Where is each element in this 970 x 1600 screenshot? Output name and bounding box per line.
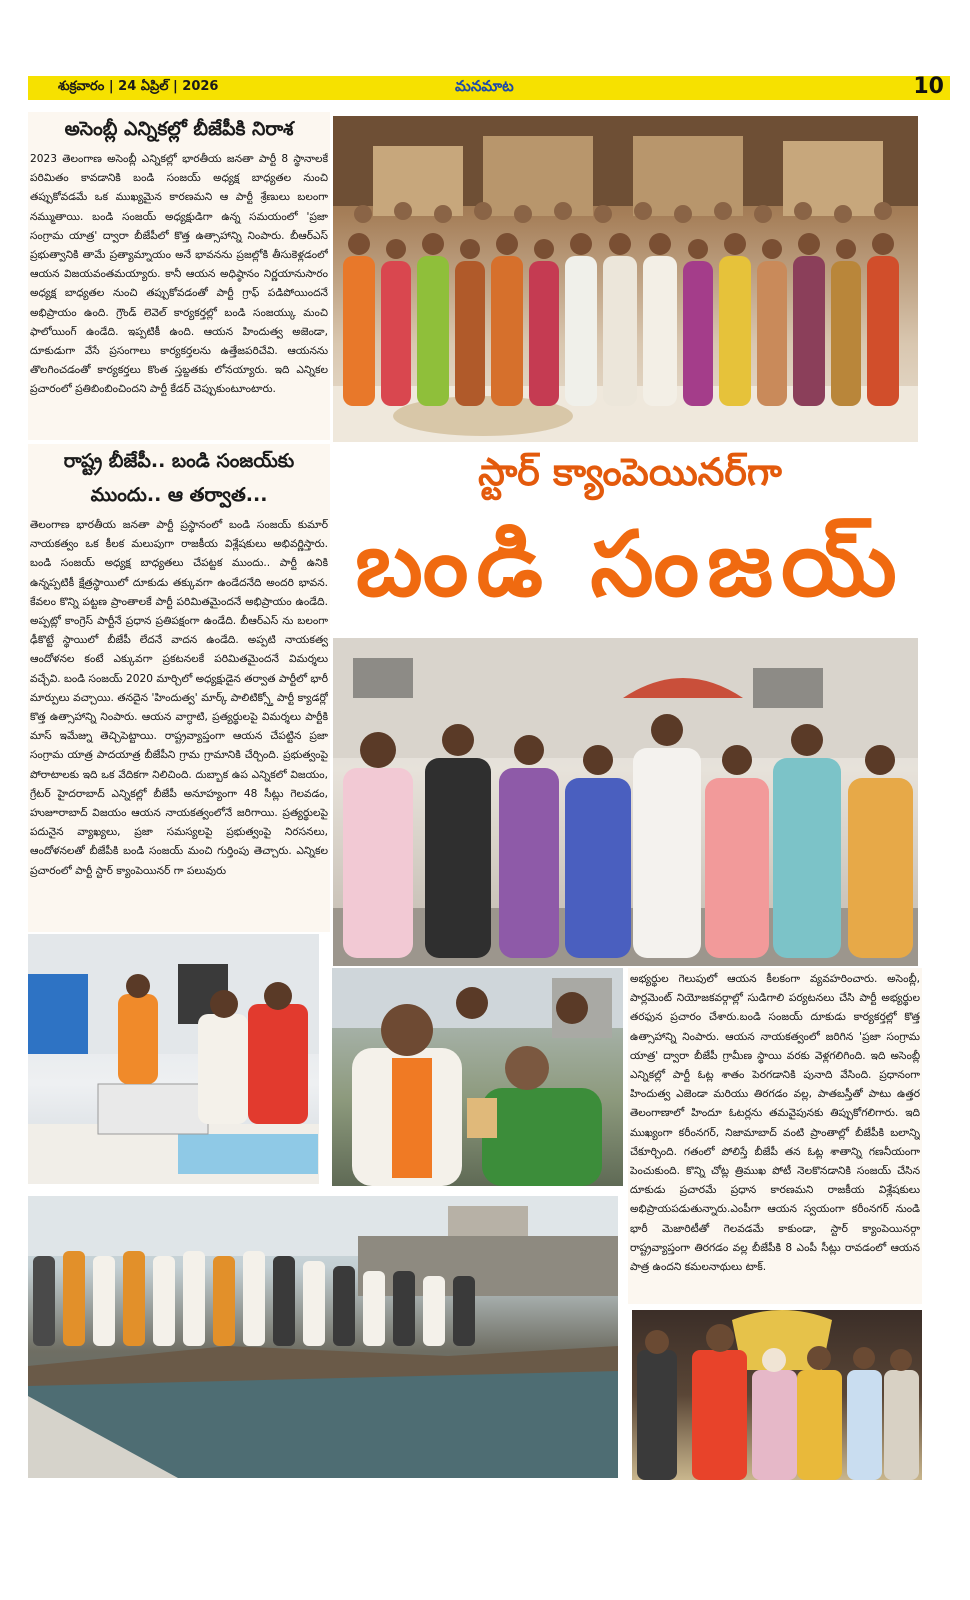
sewing-machine-photo bbox=[28, 934, 319, 1184]
article2-body: తెలంగాణ భారతీయ జనతా పార్టీ ప్రస్థానంలో బండి సంజయ్ కుమార్ నాయకత్వం ఒక కీలక మలుపుగా రాజకీయ విశ్లేషకులు అభివర్ణిస్తారు. బండి సంజయ్ అధ్యక్ష బాధ్యతలు చేపట్టక ముందు.. పార్టీ ఉనికి ఉన్నప్పటికీ క్షేత్రస్థాయిలో దూకుడు తక్కువగా ఉండేదనేది అందరి భావన. కేవలం కొన్ని పట్టణ ప్రాంతాలకే పార్టీ పరిమితమైందనే అభిప్రాయం ఉండేది. అప్పట్లో కాంగ్రెస్ పార్టీనే ప్రధాన ప్రతిపక్షంగా ఉండేది. బీఆర్ఎస్ ను బలంగా ఢీకొట్టే స్థాయిలో బీజేపీ లేదనే వాదన ఉండేది. అప్పటి నాయకత్వ ఆందోళనల కంటే ఎక్కువగా ప్రకటనలకే పరిమితమైందనే విమర్శలు వచ్చేవి. బండి సంజయ్ 2020 మార్చిలో అధ్యక్షుడైన తర్వాత పార్టీలో భారీ మార్పులు వచ్చాయి. తనదైన 'హిందుత్వ' మార్క్ పాలిటిక్స్తో పార్టీ క్యాడర్లో కొత్త ఉత్సాహాన్ని నింపారు. ఆయన వాగ్ధాటి, ప్రత్యర్థులపై విమర్శలు పార్టీకి మాస్ ఇమేజ్ను తెచ్చిపెట్టాయి. రాష్ట్రవ్యాప్తంగా ఆయన చేపట్టిన ప్రజా సంగ్రామ యాత్ర పాదయాత్ర బీజేపీని గ్రామ గ్రామానికి చేర్చింది. ప్రభుత్వంపై పోరాటాలకు ఇది ఒక వేదికగా నిలిచింది. దుబ్బాక ఉప ఎన్నికలో విజయం, గ్రేటర్ హైదరాబాద్ ఎన్నికల్లో బీజేపీ అనూహ్యంగా 48 సీట్లు గెలవడం, హుజూరాబాద్ విజయం ఆయన నాయకత్వంలోనే జరిగాయి. ప్రత్యర్థులపై పదునైన వ్యాఖ్యలు, ప్రజా సమస్యలపై ప్రభుత్వంపై నిరసనలు, ఆందోళనలతో బీజేపీకి బండి సంజయ్ మంచి గుర్తింపు తెచ్చారు. ఎన్నికల ప్రచారంలో పార్టీ స్టార్ క్యాంపెయినర్ గా పలువురు bbox=[30, 519, 328, 877]
newspaper-brand: మనమాట bbox=[455, 77, 514, 95]
group-photo-top bbox=[333, 116, 918, 442]
canal-inspection-photo bbox=[28, 1196, 618, 1478]
page-header-strip bbox=[28, 76, 950, 100]
temple-family-photo bbox=[632, 1310, 922, 1480]
article1-body: 2023 తెలంగాణ అసెంబ్లీ ఎన్నికల్లో భారతీయ జనతా పార్టీ 8 స్థానాలకే పరిమితం కావడానికి బండి సంజయ్ అధ్యక్ష బాధ్యతల నుంచి తప్పుకోవడమే ఒక ముఖ్యమైన కారణమని ఆ పార్టీ శ్రేణులు బలంగా నమ్ముతాయి. బండి సంజయ్ అధ్యక్షుడిగా ఉన్న సమయంలో 'ప్రజా సంగ్రామ యాత్ర' ద్వారా బీజేపీలో కొత్త ఉత్సాహాన్ని నింపారు. బీఆర్ఎస్ ప్రభుత్వానికి తామే ప్రత్యామ్నాయం అనే భావనను ప్రజల్లోకి తీసుకెళ్లడంలో ఆయన విజయవంతమయ్యారు. కానీ ఆయన అధిష్ఠానం నిర్ణయానుసారం అధ్యక్ష బాధ్యతల నుంచి తప్పుకోవడంతో పార్టీ గ్రాఫ్ పడిపోయిందనే అభిప్రాయం ఉంది. గ్రౌండ్ లెవెల్ కార్యకర్తల్లో బండి సంజయ్కు మంచి ఫాలోయింగ్ ఉండేది. ఇప్పటికీ ఉంది. ఆయన హిందుత్వ అజెండా, దూకుడుగా వేసే ప్రసంగాలు కార్యకర్తలను ఉత్తేజపరిచేవి. ఆయనను తొలగించడంతో కార్యకర్తలు కొంత స్తబ్దతకు లోనయ్యారు. ఇది ఎన్నికల ప్రచారంలో ప్రతిబింబించిందని పార్టీ కేడర్ చెప్పుకుంటూంటారు. bbox=[30, 153, 328, 396]
blessing-photo bbox=[332, 968, 623, 1186]
canal-photo-scene bbox=[28, 1196, 618, 1478]
group-photo-scene bbox=[333, 116, 918, 442]
sewing-photo-scene bbox=[28, 934, 319, 1184]
feature-title-line2: బండి సంజయ్ bbox=[355, 512, 905, 617]
issue-date: శుక్రవారం | 24 ఏప్రిల్ | 2026 bbox=[58, 79, 219, 94]
voting-photo-scene bbox=[333, 638, 918, 966]
article2-headline-line2: ముందు.. ఆ తర్వాత... bbox=[90, 484, 268, 506]
article2-headline-line1: రాష్ట్ర బీజేపీ.. బండి సంజయ్‌కు bbox=[63, 450, 295, 472]
article1-headline: అసెంబ్లీ ఎన్నికల్లో బీజేపీకి నిరాశ bbox=[64, 118, 294, 140]
temple-photo-scene bbox=[632, 1310, 922, 1480]
article3-body: అభ్యర్థుల గెలుపులో ఆయన కీలకంగా వ్యవహరించారు. అసెంబ్లీ, పార్లమెంట్ నియోజకవర్గాల్లో సుడిగాలి పర్యటనలు చేసి పార్టీ అభ్యర్థుల తరఫున ప్రచారం చేశారు.బండి సంజయ్ దూకుడు కార్యకర్తల్లో కొత్త ఉత్సాహాన్ని నింపారు. ఆయన నాయకత్వంలో జరిగిన 'ప్రజా సంగ్రామ యాత్ర' ద్వారా బీజేపీ గ్రామీణ స్థాయి వరకు వెళ్లగలిగింది. ఇది అసెంబ్లీ ఎన్నికల్లో పార్టీ ఓట్ల శాతం పెరగడానికి పునాది వేసింది. ప్రధానంగా హిందుత్వ ఎజెండా మరియు తిరగడం వల్ల, పాతబస్తీతో పాటు ఉత్తర తెలంగాణాలో హిందూ ఓటర్లను తమవైపునకు తిప్పుకోగలిగారు. ఇది ముఖ్యంగా కరీంనగర్, నిజామాబాద్ వంటి ప్రాంతాల్లో బీజేపీకి బలాన్ని చేకూర్చింది. గతంలో పోలిస్తే బీజేపీ తన ఓట్ల శాతాన్ని గణనీయంగా పెంచుకుంది. కొన్ని చోట్ల త్రిముఖ పోటీ నెలకొనడానికి సంజయ్ చేసిన దూకుడు ప్రచారమే ప్రధాన కారణమని రాజకీయ విశ్లేషకులు అభిప్రాయపడుతున్నారు.ఎంపీగా ఆయన స్వయంగా కరీంనగర్ నుండి భారీ మెజారిటీతో గెలవడమే కాకుండా, స్టార్ క్యాంపెయినర్గా రాష్ట్రవ్యాప్తంగా తిరగడం వల్ల బీజేపీకి 8 ఎంపీ సీట్లు రావడంలో ఆయన పాత్ర ఉందని కమలనాథులు టాక్. bbox=[630, 973, 920, 1274]
blessing-photo-scene bbox=[332, 968, 623, 1186]
feature-title-line1: స్టార్ క్యాంపెయినర్‌గా bbox=[478, 450, 782, 494]
voting-photo bbox=[333, 638, 918, 966]
page-number: 10 bbox=[913, 74, 944, 99]
